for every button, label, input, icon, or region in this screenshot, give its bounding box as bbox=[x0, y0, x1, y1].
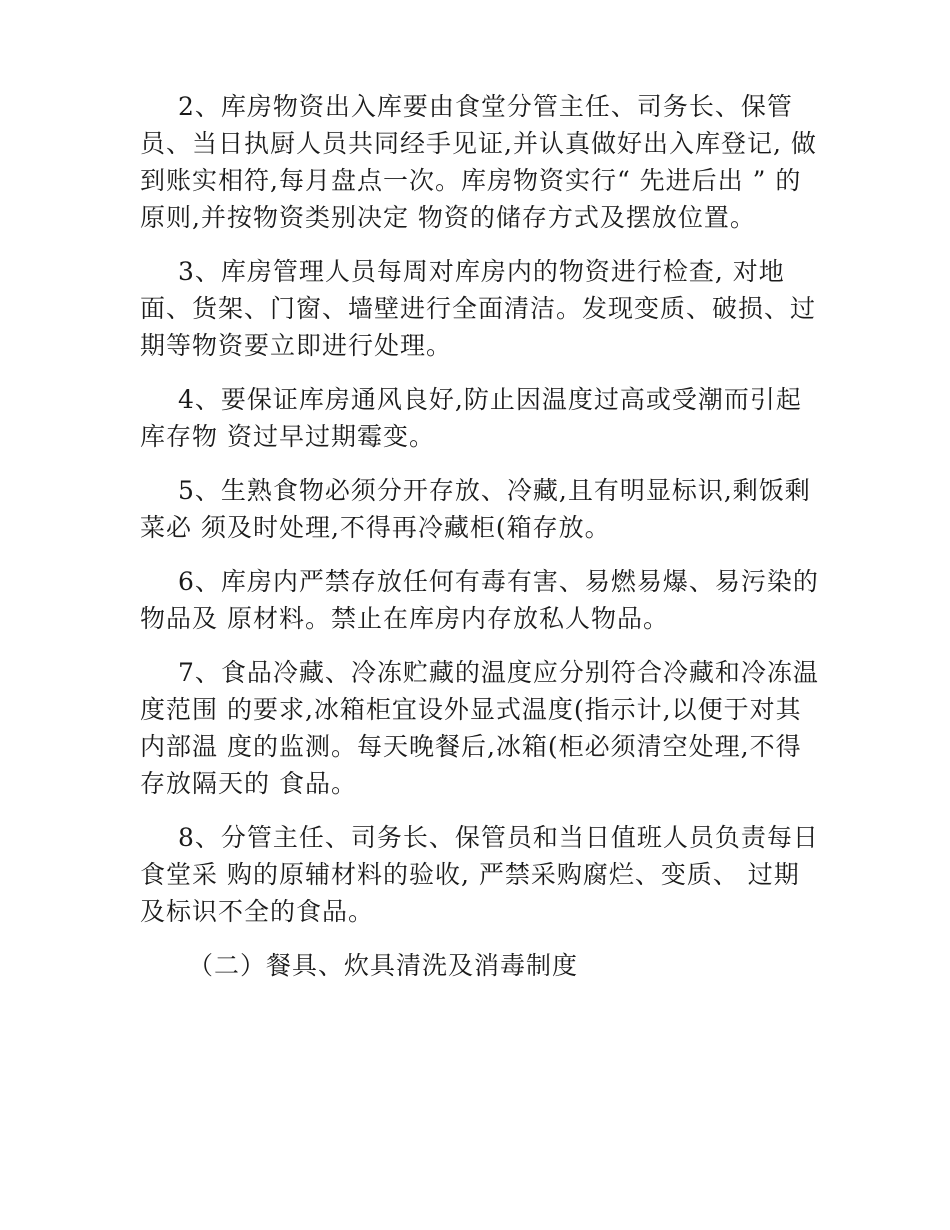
paragraph-6: 6、库房内严禁存放任何有毒有害、易燃易爆、易污染的物品及 原材料。禁止在库房内存放私人物品。 bbox=[140, 567, 819, 633]
paragraph-4: 4、要保证库房通风良好,防止因温度过高或受潮而引起库存物 资过早过期霉变。 bbox=[140, 385, 802, 451]
section-heading: （二）餐具、炊具清洗及消毒制度 bbox=[188, 951, 579, 980]
paragraph-8: 8、分管主任、司务长、保管员和当日值班人员负责每日食堂采 购的原辅材料的验收, 严禁采购腐烂、变质、 过期及标识不全的食品。 bbox=[140, 823, 819, 926]
paragraph-5: 5、生熟食物必须分开存放、冷藏,且有明显标识,剩饭剩菜必 须及时处理,不得再冷藏柜(箱存放。 bbox=[140, 476, 811, 542]
document-body bbox=[140, 88, 820, 984]
paragraph-3: 3、库房管理人员每周对库房内的物资进行检查, 对地面、货架、门窗、墙壁进行全面清洁。发现变质、破损、过期等物资要立即进行处理。 bbox=[140, 257, 817, 360]
paragraph-7: 7、食品冷藏、冷冻贮藏的温度应分别符合冷藏和冷冻温度范围 的要求,冰箱柜宜设外显式温度(指示计,以便于对其内部温 度的监测。每天晚餐后,冰箱(柜必须清空处理,不得存放隔天的 食品。 bbox=[140, 658, 819, 798]
paragraph-2: 2、库房物资出入库要由食堂分管主任、司务长、保管员、当日执厨人员共同经手见证,并认真做好出入库登记, 做到账实相符,每月盘点一次。库房物资实行“ 先进后出 ” 的原则,并按物资类别决定 物资的储存方式及摆放位置。 bbox=[140, 92, 817, 232]
